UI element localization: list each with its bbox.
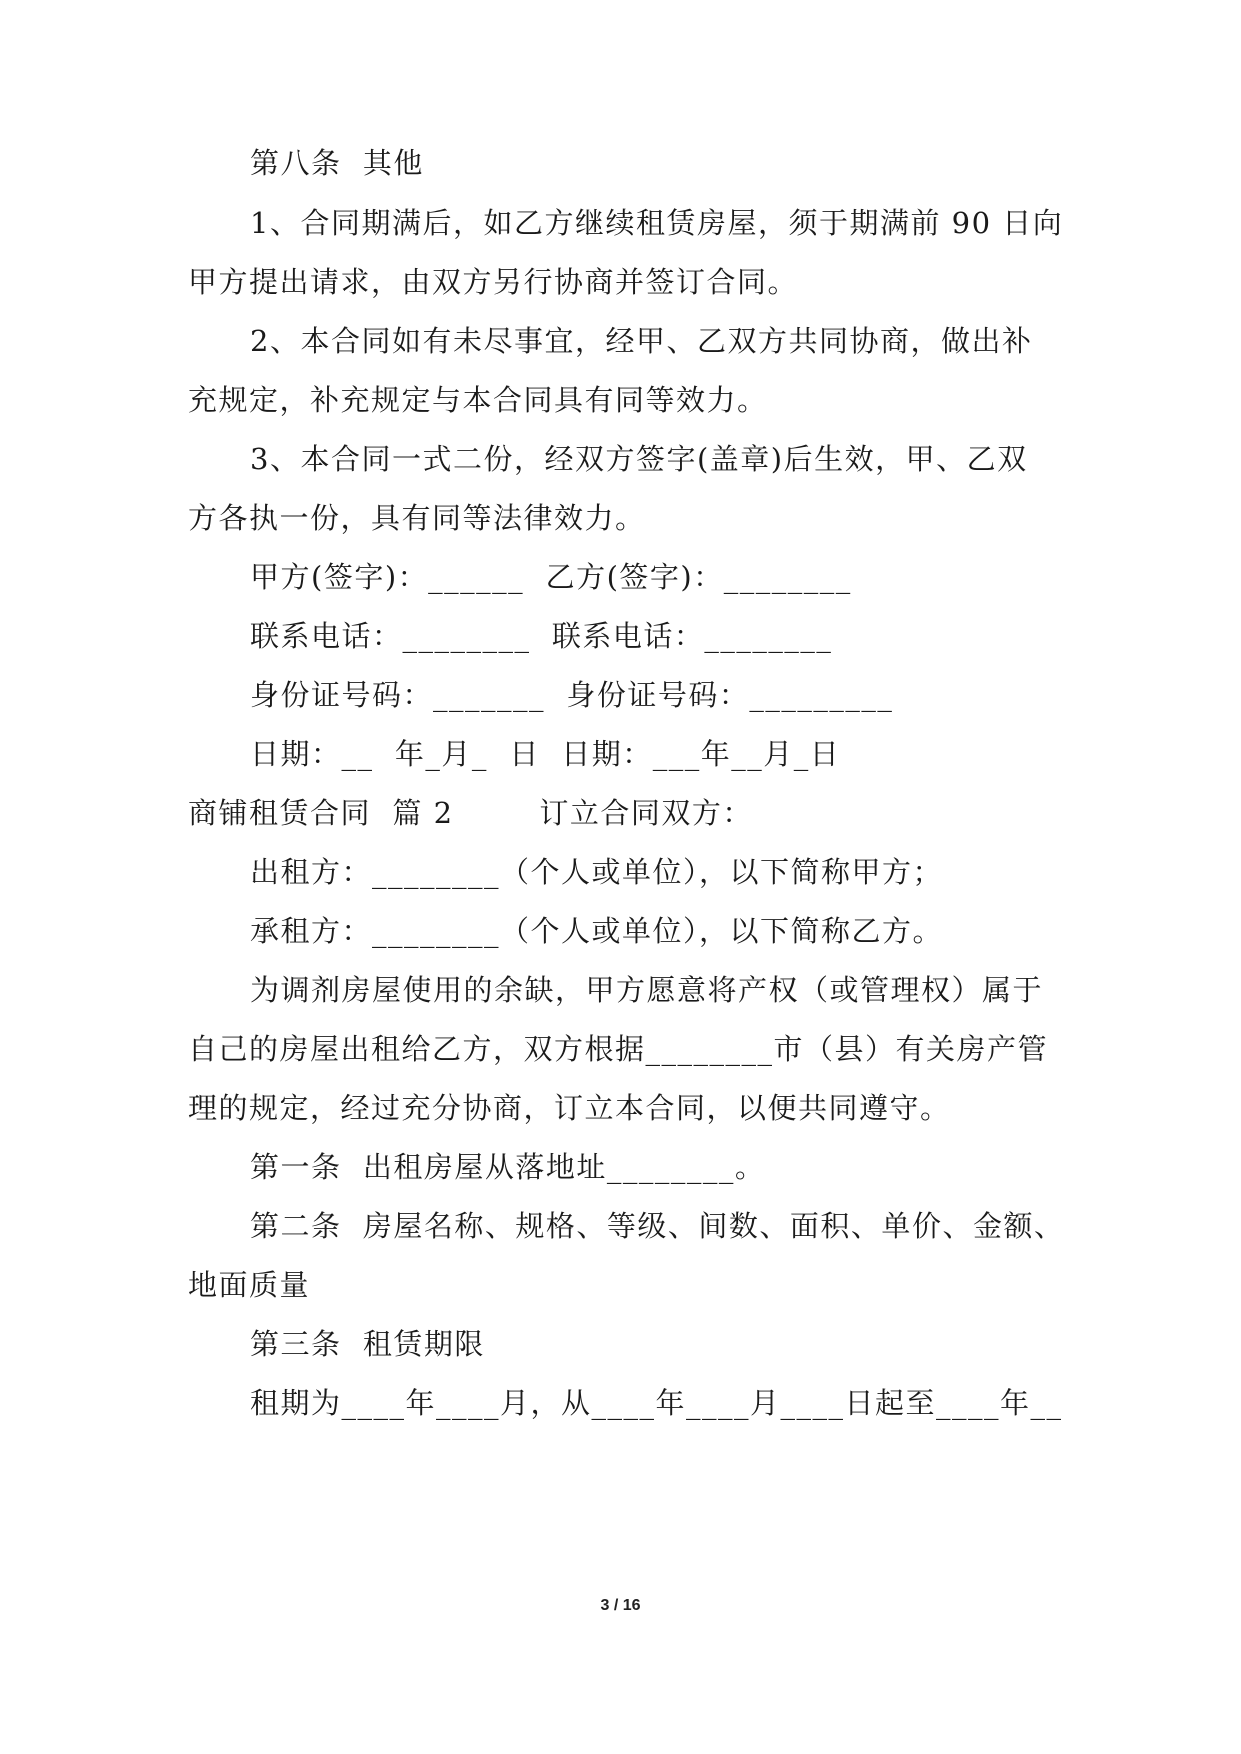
- id-number-line: 身份证号码：_______ 身份证号码：_________: [250, 678, 894, 712]
- article-8-heading: 第八条 其他: [250, 146, 424, 180]
- paragraph-line: 理的规定，经过充分协商，订立本合同，以便共同遵守。: [188, 1091, 951, 1125]
- signature-line: 甲方(签字)：______ 乙方(签字)：________: [250, 560, 852, 594]
- contract-2-heading: 商铺租赁合同 篇 2 订立合同双方：: [188, 796, 753, 830]
- article-1-line: 第一条 出租房屋从落地址________。: [250, 1150, 766, 1184]
- lessor-line: 出租方：________（个人或单位），以下简称甲方；: [250, 855, 944, 889]
- paragraph-line: 充规定，补充规定与本合同具有同等效力。: [188, 383, 768, 417]
- page-number: 3 / 16: [600, 1597, 641, 1614]
- article-3-heading: 第三条 租赁期限: [250, 1327, 485, 1361]
- paragraph-line: 地面质量: [188, 1268, 311, 1302]
- paragraph-line: 为调剂房屋使用的余缺，甲方愿意将产权（或管理权）属于: [250, 973, 1044, 1007]
- lease-term-line: 租期为____年____月，从____年____月____日起至____年__: [250, 1386, 1063, 1420]
- date-line: 日期：__ 年_月_ 日 日期：___年__月_日: [250, 737, 841, 771]
- paragraph-line: 1、合同期满后，如乙方继续租赁房屋，须于期满前 90 日向: [250, 206, 1064, 240]
- phone-line: 联系电话：________ 联系电话：________: [250, 619, 833, 653]
- paragraph-line: 甲方提出请求，由双方另行协商并签订合同。: [188, 265, 799, 299]
- paragraph-line: 2、本合同如有未尽事宜，经甲、乙双方共同协商，做出补: [250, 324, 1033, 358]
- article-2-line: 第二条 房屋名称、规格、等级、间数、面积、单价、金额、: [250, 1209, 1065, 1243]
- paragraph-line: 方各执一份，具有同等法律效力。: [188, 501, 646, 535]
- lessee-line: 承租方：________（个人或单位），以下简称乙方。: [250, 914, 944, 948]
- paragraph-line: 自己的房屋出租给乙方，双方根据________市（县）有关房产管: [188, 1032, 1049, 1066]
- paragraph-line: 3、本合同一式二份，经双方签字(盖章)后生效，甲、乙双: [250, 442, 1028, 476]
